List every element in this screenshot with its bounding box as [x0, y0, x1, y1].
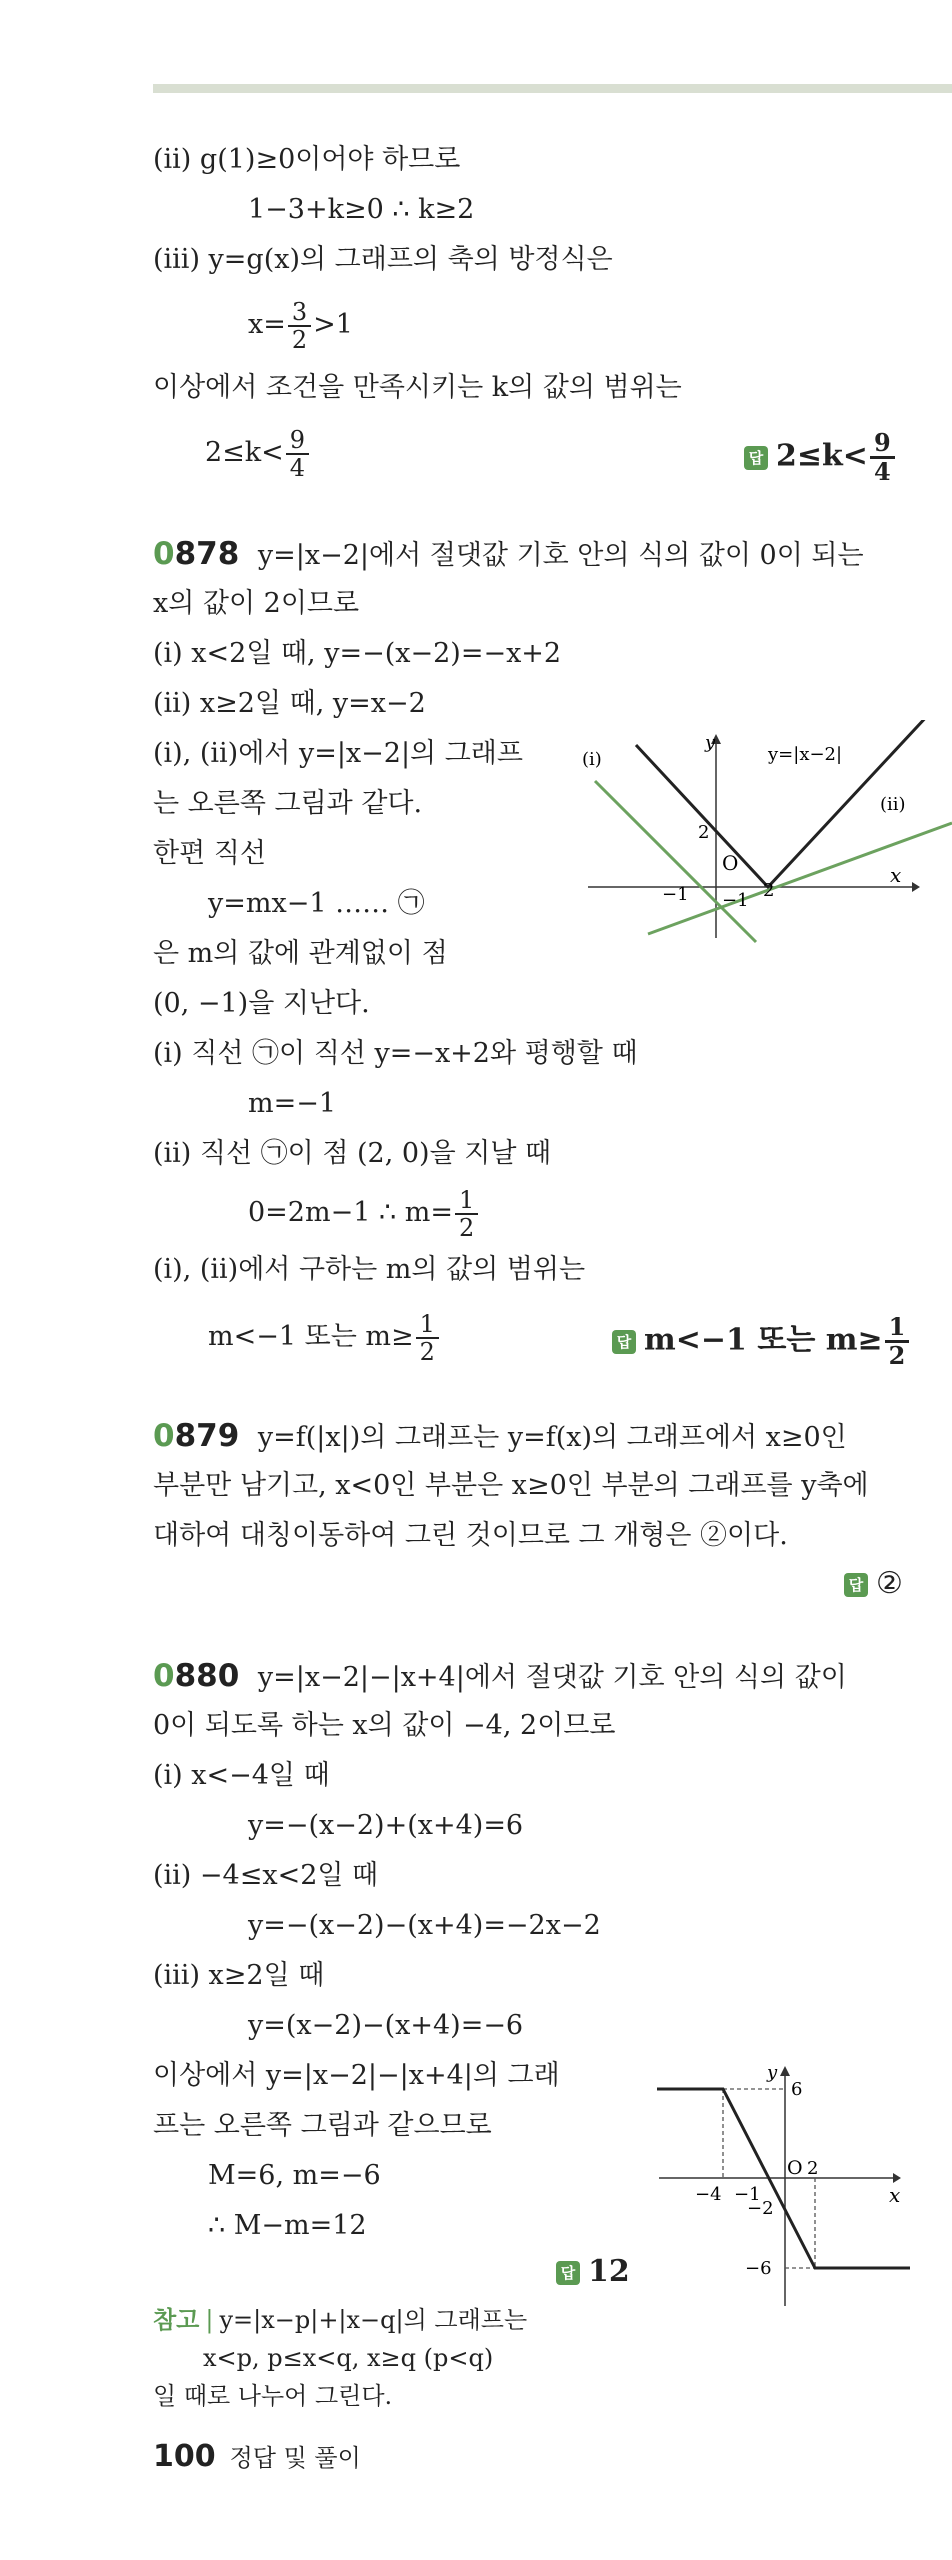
fraction-numerator: 9 — [286, 427, 309, 455]
answer-text: ② — [876, 1566, 903, 1601]
fraction-denominator: 4 — [873, 457, 891, 486]
eq-part: 0=2m−1 ∴ m= — [248, 1197, 453, 1228]
text-line: y=−(x−2)+(x+4)=6 — [248, 1810, 524, 1841]
graph-0880 — [655, 2050, 920, 2310]
problem-number — [153, 1418, 239, 1454]
text-line: 는 오른쪽 그림과 같다. — [153, 788, 423, 819]
text-line: (ⅲ) y=g(x)의 그래프의 축의 방정식은 — [153, 244, 613, 275]
eq-part: x= — [248, 309, 286, 340]
text-line: (ⅱ) 직선 ㉠이 점 (2, 0)을 지날 때 — [153, 1138, 552, 1169]
tick-label: 2 — [698, 822, 710, 843]
fraction — [870, 430, 895, 485]
text-line: (ⅱ) −4≤x<2일 때 — [153, 1860, 379, 1891]
problem-number-prefix: 0 — [153, 536, 175, 572]
fraction-denominator: 2 — [419, 1337, 435, 1366]
tick-label: −1 — [662, 884, 689, 905]
origin-label: O — [722, 851, 739, 875]
text-line: 한편 직선 — [153, 838, 266, 869]
fraction-denominator: 2 — [291, 325, 308, 354]
answer-text: 12 — [588, 2254, 630, 2289]
x-axis-arrow-icon — [912, 882, 920, 892]
text-line: y=f(|x|)의 그래프는 y=f(x)의 그래프에서 x≥0인 — [257, 1422, 847, 1453]
page-number: 100 — [153, 2439, 216, 2474]
note-line: x<p, p≤x<q, x≥q (p<q) — [203, 2344, 494, 2372]
text-line: y=mx−1 …… ㉠ — [208, 888, 425, 919]
text-line: 0이 되도록 하는 x의 값이 −4, 2이므로 — [153, 1710, 616, 1741]
note-label: 참고 — [153, 2306, 200, 2334]
fraction — [288, 299, 311, 353]
page-footer — [153, 2438, 361, 2474]
note-text: y=|x−p|+|x−q|의 그래프는 — [219, 2306, 528, 2334]
answer-0877 — [744, 430, 897, 485]
text-line: y=|x−2|에서 절댓값 기호 안의 식의 값이 0이 되는 — [257, 540, 864, 571]
text-line: y=|x−2|−|x+4|에서 절댓값 기호 안의 식의 값이 — [257, 1662, 847, 1693]
text-line: M=6, m=−6 — [208, 2160, 381, 2191]
fraction-numerator: 9 — [870, 430, 895, 459]
y-axis-label: y — [767, 2062, 778, 2083]
text-line: 부분만 남기고, x<0인 부분은 x≥0인 부분의 그래프를 y축에 — [153, 1470, 869, 1501]
problem-0878-header — [153, 534, 864, 576]
problem-number-digits: 880 — [174, 1658, 240, 1694]
tick-label: 2 — [807, 2158, 819, 2179]
text-line: (ⅲ) x≥2일 때 — [153, 1960, 325, 1991]
fraction-numerator: 1 — [455, 1187, 478, 1215]
eq-part: 2≤k< — [205, 437, 284, 468]
problem-number-prefix: 0 — [153, 1418, 175, 1454]
problem-number-digits: 878 — [174, 536, 240, 572]
x-axis-arrow-icon — [893, 2173, 901, 2183]
equation-line — [205, 426, 311, 481]
text-line: ∴ M−m=12 — [208, 2210, 367, 2241]
text-line: 이상에서 y=|x−2|−|x+4|의 그래 — [153, 2060, 560, 2091]
text-line: (ⅰ), (ⅱ)에서 구하는 m의 값의 범위는 — [153, 1254, 586, 1285]
text-line: (ⅰ), (ⅱ)에서 y=|x−2|의 그래프 — [153, 738, 523, 769]
text-line: (0, −1)을 지난다. — [153, 988, 370, 1019]
fraction-denominator: 2 — [458, 1213, 475, 1242]
text-line: (ⅰ) 직선 ㉠이 직선 y=−x+2와 평행할 때 — [153, 1038, 638, 1069]
fraction-numerator: 3 — [288, 299, 311, 327]
y-axis-label: y — [705, 732, 716, 753]
equation-line — [248, 298, 353, 353]
text-line: (ⅱ) x≥2일 때, y=x−2 — [153, 688, 426, 719]
fraction — [286, 427, 309, 481]
text-line: (ⅰ) x<2일 때, y=−(x−2)=−x+2 — [153, 638, 562, 669]
problem-number — [153, 1658, 239, 1694]
answer-0879 — [844, 1562, 903, 1606]
text-line: 대하여 대칭이동하여 그린 것이므로 그 개형은 ②이다. — [153, 1520, 788, 1551]
text-line: x의 값이 2이므로 — [153, 588, 360, 619]
fraction-denominator: 2 — [888, 1341, 906, 1370]
answer-0878 — [612, 1314, 911, 1369]
eq-part: >1 — [313, 309, 353, 340]
tick-label: −1 — [722, 890, 749, 911]
answer-badge-icon: 답 — [844, 1573, 868, 1597]
text-line: 프는 오른쪽 그림과 같으므로 — [153, 2110, 492, 2141]
problem-number-prefix: 0 — [153, 1658, 175, 1694]
line-ii-label: (ⅱ) — [880, 794, 906, 815]
top-rule — [153, 84, 952, 93]
note-line — [153, 2302, 527, 2338]
equation-line — [248, 1186, 480, 1241]
graph-0878 — [580, 720, 952, 950]
text-line: y=(x−2)−(x+4)=−6 — [248, 2010, 524, 2041]
fraction — [885, 1314, 910, 1369]
note-separator: | — [205, 2306, 214, 2334]
tick-label: −2 — [747, 2198, 774, 2219]
problem-number-digits: 879 — [174, 1418, 240, 1454]
text-line: m=−1 — [248, 1088, 337, 1119]
problem-0879-header — [153, 1416, 847, 1458]
fraction-numerator: 1 — [416, 1311, 439, 1339]
fraction-denominator: 4 — [289, 453, 306, 482]
text-line: 은 m의 값에 관계없이 점 — [153, 938, 448, 969]
tick-label: −6 — [745, 2258, 772, 2279]
x-axis-label: x — [889, 2183, 901, 2207]
text-line: y=−(x−2)−(x+4)=−2x−2 — [248, 1910, 601, 1941]
footer-title: 정답 및 풀이 — [229, 2444, 361, 2472]
answer-badge-icon: 답 — [744, 446, 768, 470]
note-line: 일 때로 나누어 그린다. — [153, 2382, 393, 2410]
fraction — [416, 1311, 439, 1365]
text-line: 이상에서 조건을 만족시키는 k의 값의 범위는 — [153, 372, 682, 403]
answer-0880 — [556, 2250, 630, 2294]
fraction-numerator: 1 — [885, 1314, 910, 1343]
answer-badge-icon: 답 — [612, 1330, 636, 1354]
tick-label: 6 — [791, 2079, 803, 2100]
tick-label: 2 — [763, 880, 775, 901]
y-axis-arrow-icon — [780, 2066, 790, 2076]
text-line: 1−3+k≥0 ∴ k≥2 — [248, 194, 475, 225]
tick-label: −1 — [734, 2184, 761, 2205]
line-i-label: (ⅰ) — [582, 749, 602, 770]
answer-badge-icon: 답 — [556, 2261, 580, 2285]
x-axis-label: x — [890, 863, 902, 887]
problem-0880-header — [153, 1656, 847, 1698]
eq-part: m<−1 또는 m≥ — [208, 1321, 414, 1352]
answer-text: m<−1 또는 m≥ — [644, 1322, 883, 1358]
problem-number — [153, 536, 239, 572]
equation-line — [208, 1310, 441, 1365]
answer-text: 2≤k< — [776, 438, 868, 474]
curve-label: y=|x−2| — [768, 744, 843, 765]
origin-label: O — [787, 2157, 803, 2179]
text-line: (ⅱ) g(1)≥0이어야 하므로 — [153, 144, 461, 175]
fraction — [455, 1187, 478, 1241]
text-line: (ⅰ) x<−4일 때 — [153, 1760, 330, 1791]
tick-label: −4 — [695, 2184, 722, 2205]
